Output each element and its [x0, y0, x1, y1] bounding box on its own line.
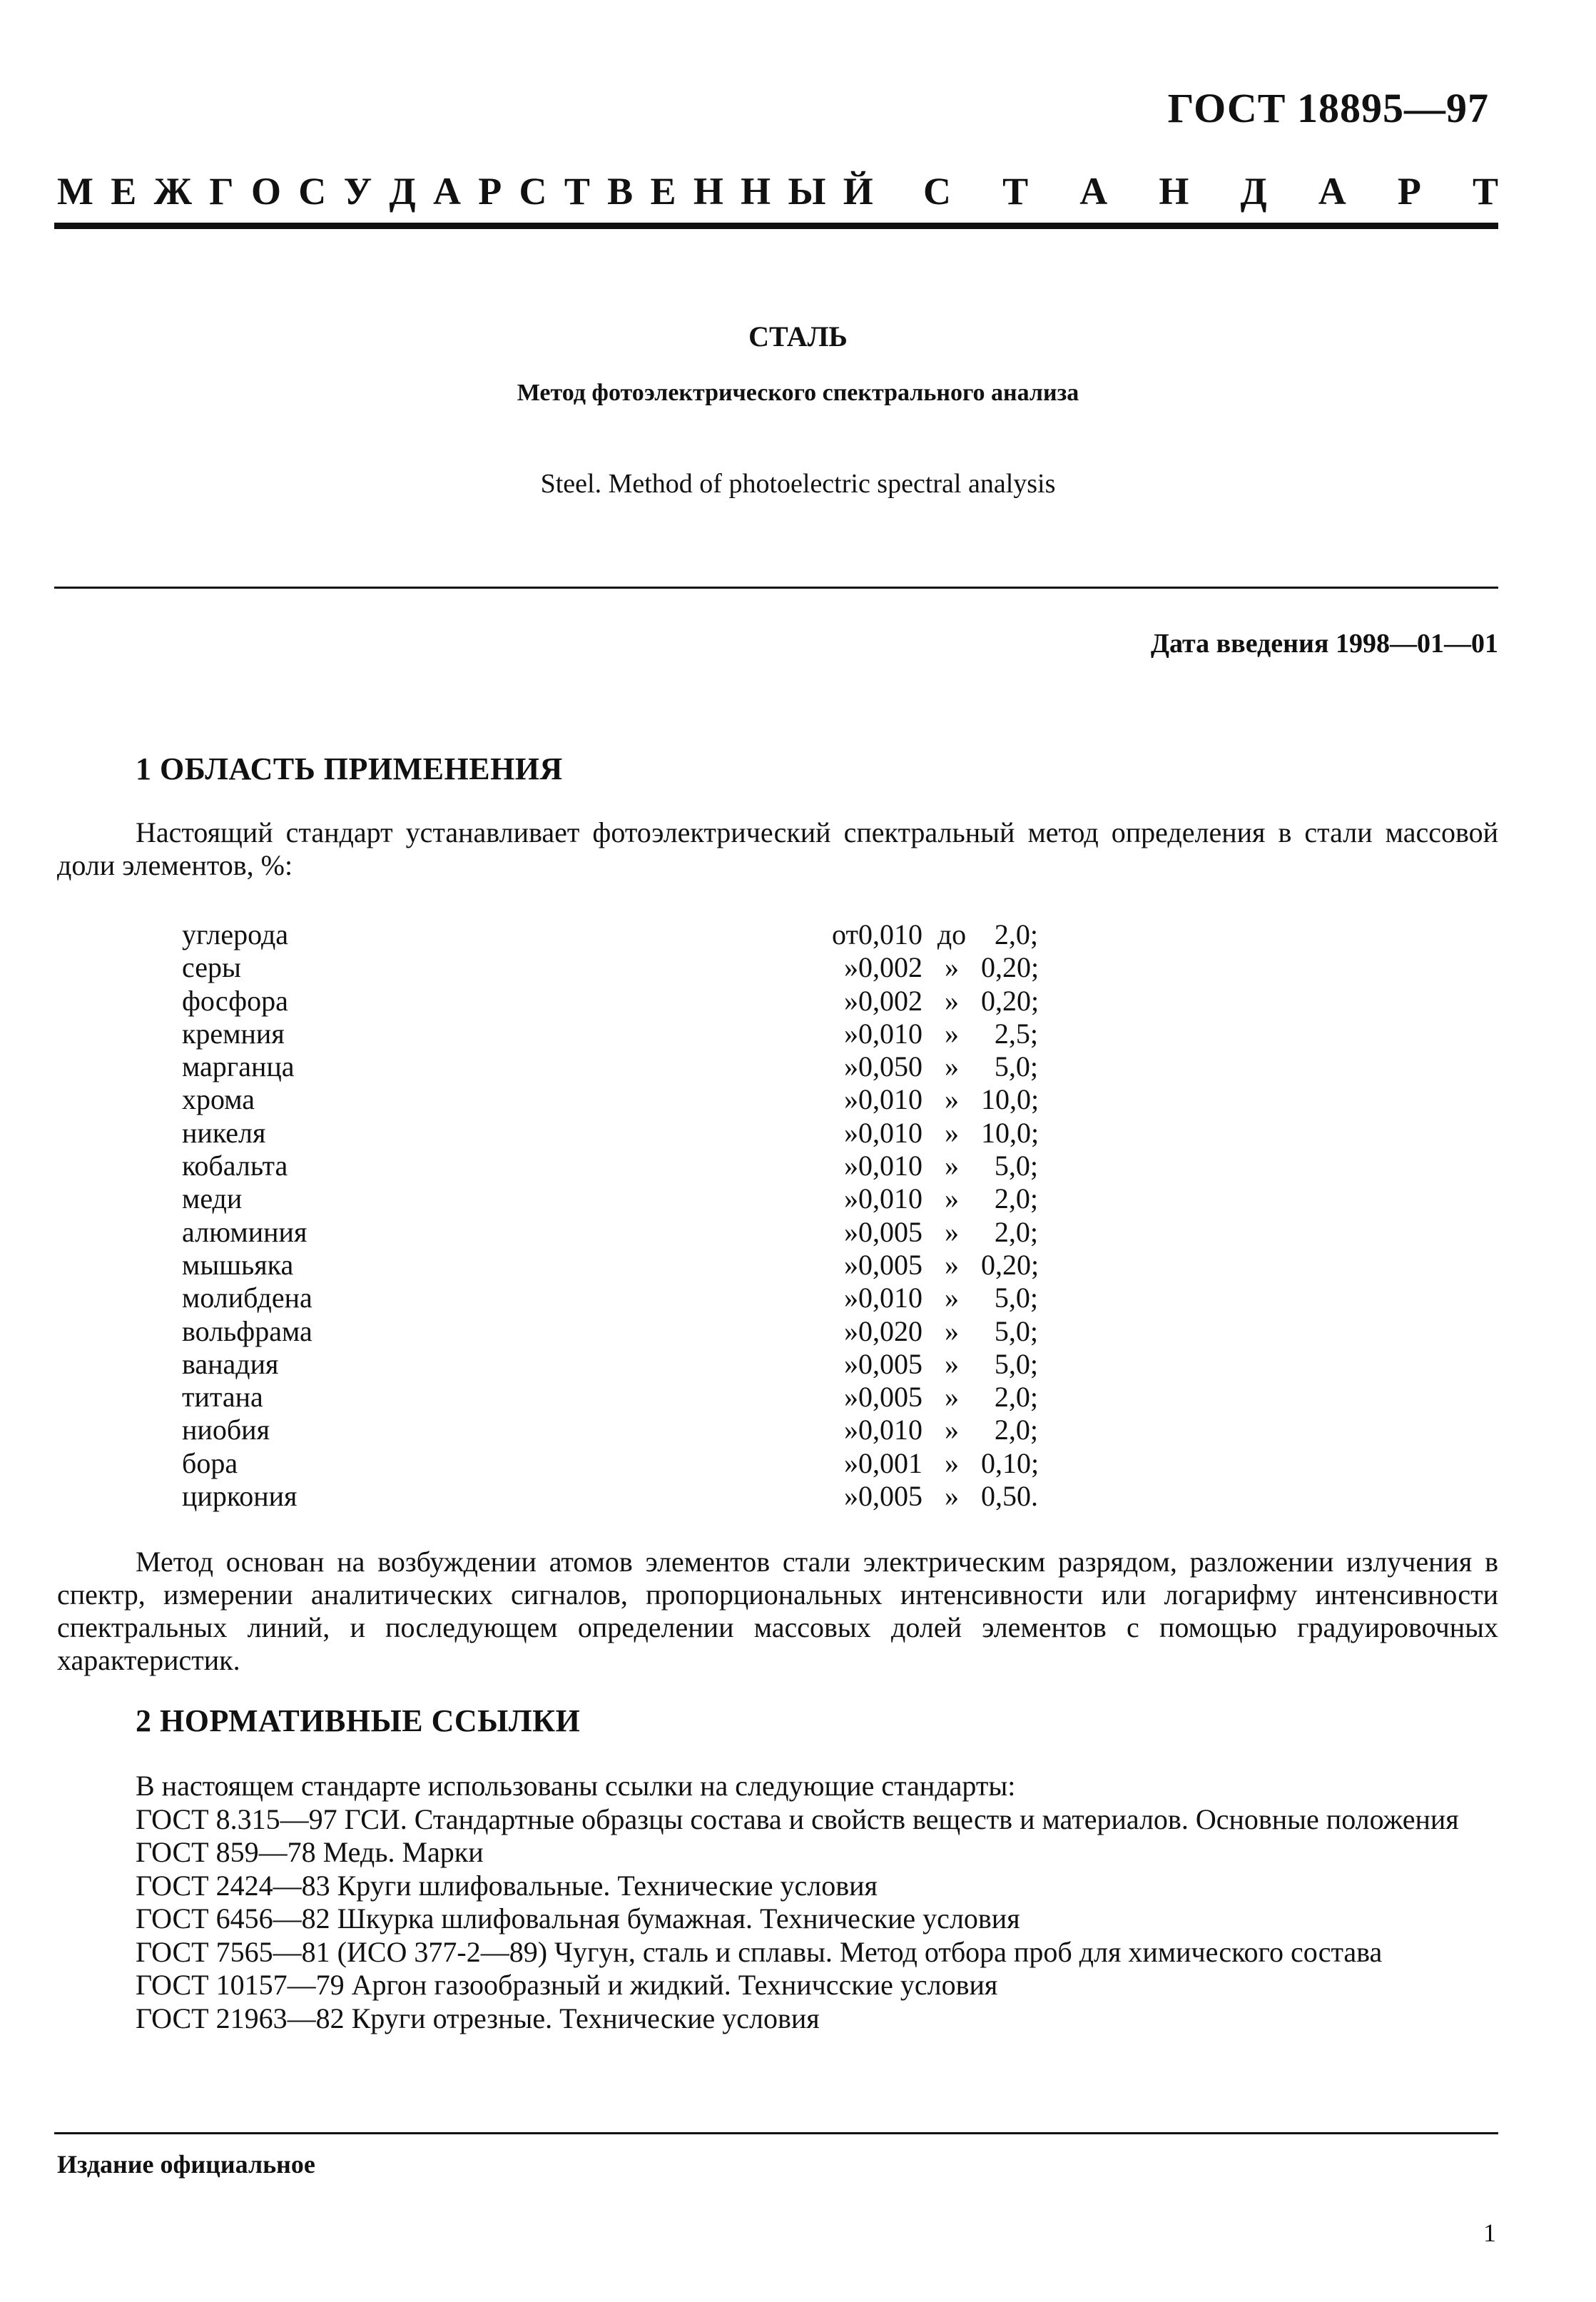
- element-mid: »: [945, 1347, 959, 1380]
- element-min: 0,002: [858, 951, 922, 984]
- element-name: кобальта: [182, 1150, 288, 1182]
- element-max: 5,0;: [994, 1282, 1038, 1314]
- element-name: ванадия: [182, 1347, 279, 1380]
- element-name: фосфора: [182, 984, 288, 1017]
- element-row: [182, 1117, 1038, 1150]
- element-name: мышьяка: [182, 1248, 294, 1281]
- element-mid: »: [945, 1282, 959, 1314]
- element-max: 5,0;: [994, 1050, 1038, 1083]
- banner-word2-letter: Д: [1240, 170, 1267, 213]
- banner-word1-letter: Н: [693, 170, 723, 213]
- banner-word1-letter: В: [607, 170, 634, 213]
- element-min: 0,005: [858, 1480, 922, 1513]
- banner-word2-letter: Т: [1472, 170, 1498, 213]
- banner-word1-letter: О: [250, 170, 281, 213]
- element-pre: »: [844, 1017, 858, 1050]
- element-mid: »: [945, 1248, 959, 1281]
- element-min: 0,010: [858, 1150, 922, 1182]
- element-row: [182, 985, 1038, 1018]
- element-max: 2,5;: [994, 1017, 1038, 1050]
- standard-banner: [57, 170, 1498, 213]
- document-subtitle-en: Steel. Method of photoelectric spectral analysis: [540, 469, 1056, 499]
- document-subtitle-ru: Метод фотоэлектрического спектрального анализа: [517, 380, 1079, 406]
- element-name: алюминия: [182, 1215, 307, 1248]
- banner-word1-letter: Т: [564, 170, 590, 213]
- references-intro: В настоящем стандарте использованы ссылки на следующие стандарты:: [136, 1770, 1016, 1802]
- banner-word1-letter: Й: [843, 170, 873, 213]
- banner-word1-letter: С: [519, 170, 547, 213]
- reference-item: ГОСТ 8.315—97 ГСИ. Стандартные образцы состава и свойств веществ и материалов. Основные положения: [136, 1802, 1459, 1835]
- reference-item: ГОСТ 859—78 Медь. Марки: [136, 1836, 484, 1868]
- element-name: бора: [182, 1446, 238, 1479]
- banner-word2-letter: С: [923, 170, 951, 213]
- element-max: 0,20;: [981, 951, 1040, 984]
- element-max: 2,0;: [994, 1215, 1038, 1248]
- element-pre: »: [844, 1083, 858, 1116]
- element-mid: до: [937, 918, 967, 950]
- element-max: 0,50.: [981, 1480, 1038, 1513]
- banner-word1-letter: Е: [111, 170, 137, 213]
- banner-word1-letter: Н: [741, 170, 771, 213]
- element-min: 0,010: [858, 1017, 922, 1050]
- introduction-date: Дата введения 1998—01—01: [1150, 629, 1498, 659]
- element-min: 0,005: [858, 1347, 922, 1380]
- element-max: 2,0;: [994, 1381, 1038, 1414]
- element-row: [182, 1050, 1038, 1083]
- element-max: 0,20;: [981, 1248, 1040, 1281]
- reference-item: ГОСТ 6456—82 Шкурка шлифовальная бумажная. Технические условия: [136, 1902, 1020, 1935]
- element-pre: »: [844, 1116, 858, 1149]
- element-mid: »: [945, 1381, 959, 1414]
- element-row: [182, 1348, 1038, 1381]
- footer-rule: [54, 2132, 1498, 2134]
- reference-item: ГОСТ 10157—79 Аргон газообразный и жидкий. Техничсские условия: [136, 1969, 998, 2001]
- element-min: 0,010: [858, 918, 922, 950]
- banner-word1-letter: Ы: [788, 170, 826, 213]
- element-mid: »: [945, 1215, 959, 1248]
- element-max: 2,0;: [994, 1182, 1038, 1215]
- element-pre: »: [844, 1446, 858, 1479]
- banner-word2-letter: А: [1079, 170, 1108, 213]
- references-list: [57, 1803, 1498, 2036]
- elements-list: [182, 918, 1038, 1513]
- element-name: никеля: [182, 1116, 266, 1149]
- element-min: 0,020: [858, 1314, 922, 1347]
- element-pre: »: [844, 1248, 858, 1281]
- element-pre: »: [844, 1282, 858, 1314]
- banner-word1-letter: А: [432, 170, 461, 213]
- element-max: 0,20;: [981, 984, 1040, 1017]
- element-mid: »: [945, 1017, 959, 1050]
- element-pre: »: [844, 1347, 858, 1380]
- section-2-heading: 2 НОРМАТИВНЫЕ ССЫЛКИ: [136, 1703, 581, 1738]
- element-max: 5,0;: [994, 1347, 1038, 1380]
- document-title: СТАЛЬ: [748, 320, 848, 353]
- section-1-heading: 1 ОБЛАСТЬ ПРИМЕНЕНИЯ: [136, 751, 563, 786]
- element-max: 5,0;: [994, 1150, 1038, 1182]
- element-row: [182, 1414, 1038, 1446]
- page-number: 1: [1483, 2219, 1496, 2247]
- reference-item: ГОСТ 21963—82 Круги отрезные. Технические условия: [136, 2002, 820, 2034]
- element-row: [182, 1150, 1038, 1182]
- banner-word1-letter: Ж: [153, 170, 192, 213]
- element-name: кремния: [182, 1017, 285, 1050]
- element-pre: »: [844, 984, 858, 1017]
- element-mid: »: [945, 984, 959, 1017]
- element-pre: »: [844, 1182, 858, 1215]
- element-name: марганца: [182, 1050, 295, 1083]
- element-min: 0,005: [858, 1381, 922, 1414]
- reference-item: ГОСТ 2424—83 Круги шлифовальные. Технические условия: [136, 1869, 878, 1902]
- element-max: 10,0;: [981, 1116, 1040, 1149]
- element-row: [182, 951, 1038, 984]
- element-max: 2,0;: [994, 918, 1038, 950]
- element-min: 0,010: [858, 1414, 922, 1446]
- element-pre: »: [844, 1480, 858, 1513]
- references-block: [57, 1770, 1498, 2035]
- element-min: 0,010: [858, 1282, 922, 1314]
- element-pre: от: [832, 918, 858, 950]
- element-min: 0,005: [858, 1248, 922, 1281]
- banner-word2-letter: А: [1318, 170, 1346, 213]
- element-mid: »: [945, 1116, 959, 1149]
- element-row: [182, 1249, 1038, 1282]
- element-name: циркония: [182, 1480, 298, 1513]
- official-edition-label: Издание официальное: [57, 2150, 315, 2179]
- element-name: углерода: [182, 918, 289, 950]
- banner-word2-letter: Т: [1002, 170, 1029, 213]
- banner-word2-letter: Р: [1397, 170, 1421, 213]
- element-name: вольфрама: [182, 1314, 312, 1347]
- element-pre: »: [844, 951, 858, 984]
- banner-word1-letter: У: [343, 170, 372, 213]
- element-row: [182, 1447, 1038, 1480]
- section-1-intro: Настоящий стандарт устанавливает фотоэлектрический спектральный метод определения в стали массовой доли элементов, %:: [57, 816, 1498, 881]
- element-min: 0,002: [858, 984, 922, 1017]
- element-row: [182, 1480, 1038, 1513]
- element-mid: »: [945, 1150, 959, 1182]
- element-mid: »: [945, 1050, 959, 1083]
- element-max: 2,0;: [994, 1414, 1038, 1446]
- element-mid: »: [945, 1083, 959, 1116]
- element-name: ниобия: [182, 1414, 270, 1446]
- element-pre: »: [844, 1050, 858, 1083]
- element-min: 0,005: [858, 1215, 922, 1248]
- element-name: серы: [182, 951, 241, 984]
- element-pre: »: [844, 1314, 858, 1347]
- element-min: 0,050: [858, 1050, 922, 1083]
- banner-word1-letter: Д: [389, 170, 416, 213]
- banner-word2-letter: Н: [1159, 170, 1189, 213]
- element-row: [182, 1018, 1038, 1050]
- banner-word-standard: [923, 170, 1498, 213]
- element-pre: »: [844, 1381, 858, 1414]
- element-pre: »: [844, 1215, 858, 1248]
- element-max: 5,0;: [994, 1314, 1038, 1347]
- document-number: ГОСТ 18895—97: [1167, 85, 1489, 131]
- banner-word1-letter: М: [57, 170, 93, 213]
- header-rule: [54, 223, 1498, 229]
- banner-word1-letter: Е: [650, 170, 676, 213]
- element-row: [182, 1381, 1038, 1414]
- element-row: [182, 1282, 1038, 1314]
- element-mid: »: [945, 1414, 959, 1446]
- element-name: титана: [182, 1381, 263, 1414]
- banner-word1-letter: Г: [209, 170, 234, 213]
- element-row: [182, 1216, 1038, 1249]
- banner-word-interstate: [57, 170, 873, 213]
- element-pre: »: [844, 1150, 858, 1182]
- element-max: 0,10;: [981, 1446, 1040, 1479]
- element-mid: »: [945, 1480, 959, 1513]
- element-name: хрома: [182, 1083, 255, 1116]
- element-name: молибдена: [182, 1282, 312, 1314]
- element-min: 0,001: [858, 1446, 922, 1479]
- element-mid: »: [945, 1314, 959, 1347]
- banner-word1-letter: Р: [478, 170, 502, 213]
- element-mid: »: [945, 1182, 959, 1215]
- element-row: [182, 1182, 1038, 1215]
- element-max: 10,0;: [981, 1083, 1040, 1116]
- banner-word1-letter: С: [298, 170, 327, 213]
- element-name: меди: [182, 1182, 243, 1215]
- element-pre: »: [844, 1414, 858, 1446]
- element-row: [182, 1083, 1038, 1116]
- reference-item: ГОСТ 7565—81 (ИСО 377-2—89) Чугун, сталь и сплавы. Метод отбора проб для химического состава: [136, 1935, 1383, 1968]
- element-mid: »: [945, 951, 959, 984]
- title-rule: [54, 587, 1498, 589]
- element-min: 0,010: [858, 1116, 922, 1149]
- element-min: 0,010: [858, 1083, 922, 1116]
- element-min: 0,010: [858, 1182, 922, 1215]
- element-mid: »: [945, 1446, 959, 1479]
- element-row: [182, 1315, 1038, 1348]
- method-paragraph: Метод основан на возбуждении атомов элементов стали электрическим разрядом, разложении излучения в спектр, измерении аналитических сигналов, пропорциональных интенсивности или логарифму интенсивности спектральных линий, и последующем определении массовых долей элементов с помощью градуировочных характеристик.: [57, 1546, 1498, 1676]
- element-row: [182, 918, 1038, 951]
